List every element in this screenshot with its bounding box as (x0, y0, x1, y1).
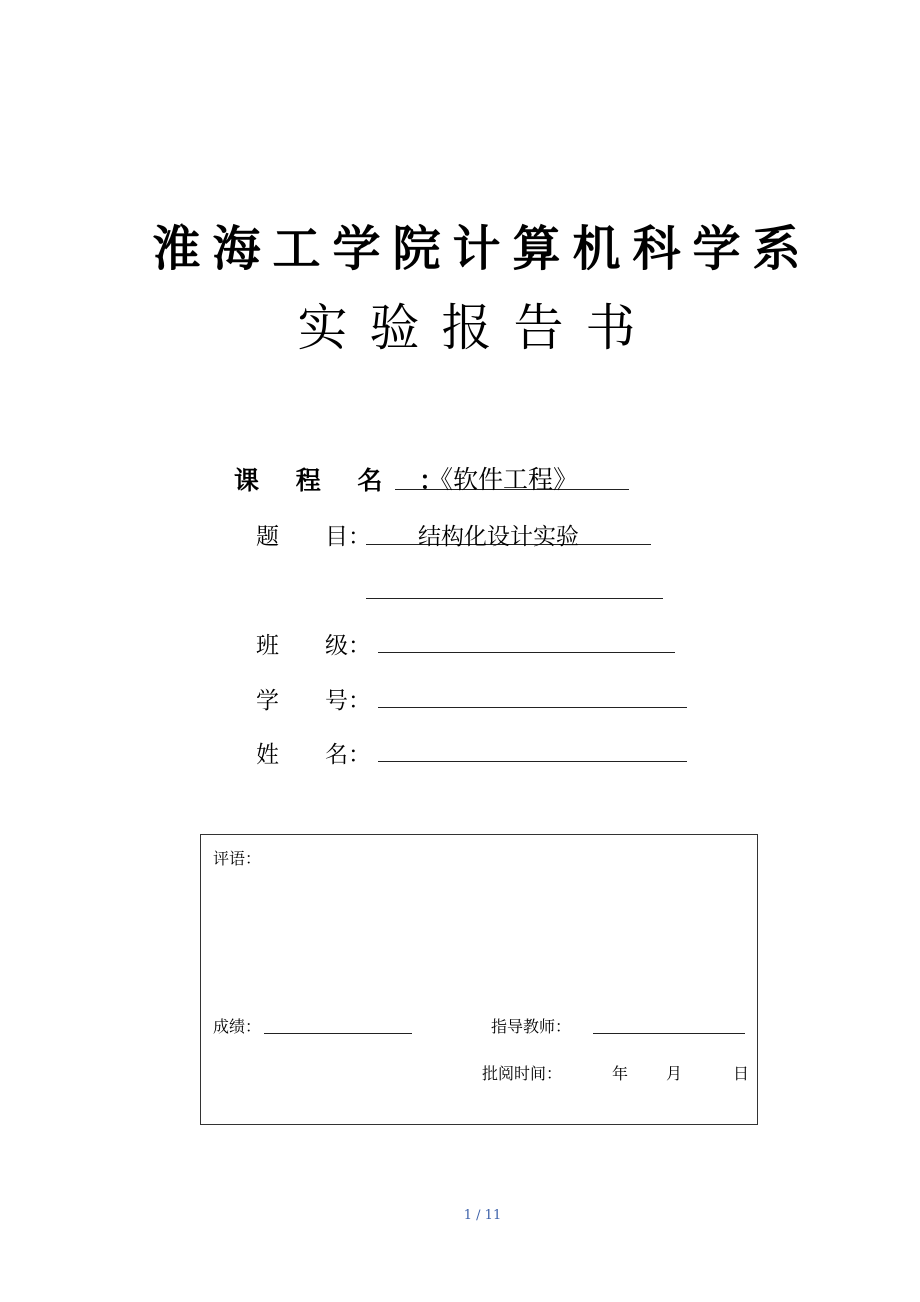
course-value: 《软件工程》 (428, 465, 579, 494)
student-id-field[interactable] (378, 685, 687, 708)
topic-label: 题 目： (256, 524, 371, 550)
topic-value: 结构化设计实验 (418, 524, 579, 550)
name-label: 姓 名： (256, 742, 371, 768)
grade-label: 成绩： (213, 1017, 262, 1036)
day-label: 日 (733, 1064, 750, 1083)
student-id-label: 学 号： (256, 688, 371, 714)
review-time-label: 批阅时间： (482, 1064, 563, 1083)
year-label: 年 (612, 1064, 629, 1083)
document-subtitle: 实验报告书 (297, 299, 658, 357)
page-indicator: 1 / 11 (463, 1208, 502, 1223)
topic-field-line-2[interactable] (366, 576, 663, 599)
course-label: 课 程 名 ： (234, 466, 459, 495)
teacher-field[interactable] (593, 1015, 745, 1034)
review-box (200, 834, 758, 1125)
document-title: 淮海工学院计算机科学系 (152, 221, 813, 277)
comment-label: 评语： (213, 849, 262, 868)
month-label: 月 (666, 1064, 683, 1083)
class-field[interactable] (378, 630, 675, 653)
grade-field[interactable] (264, 1015, 412, 1034)
teacher-label: 指导教师： (491, 1017, 572, 1036)
class-label: 班 级： (256, 633, 371, 659)
name-field[interactable] (378, 739, 687, 762)
